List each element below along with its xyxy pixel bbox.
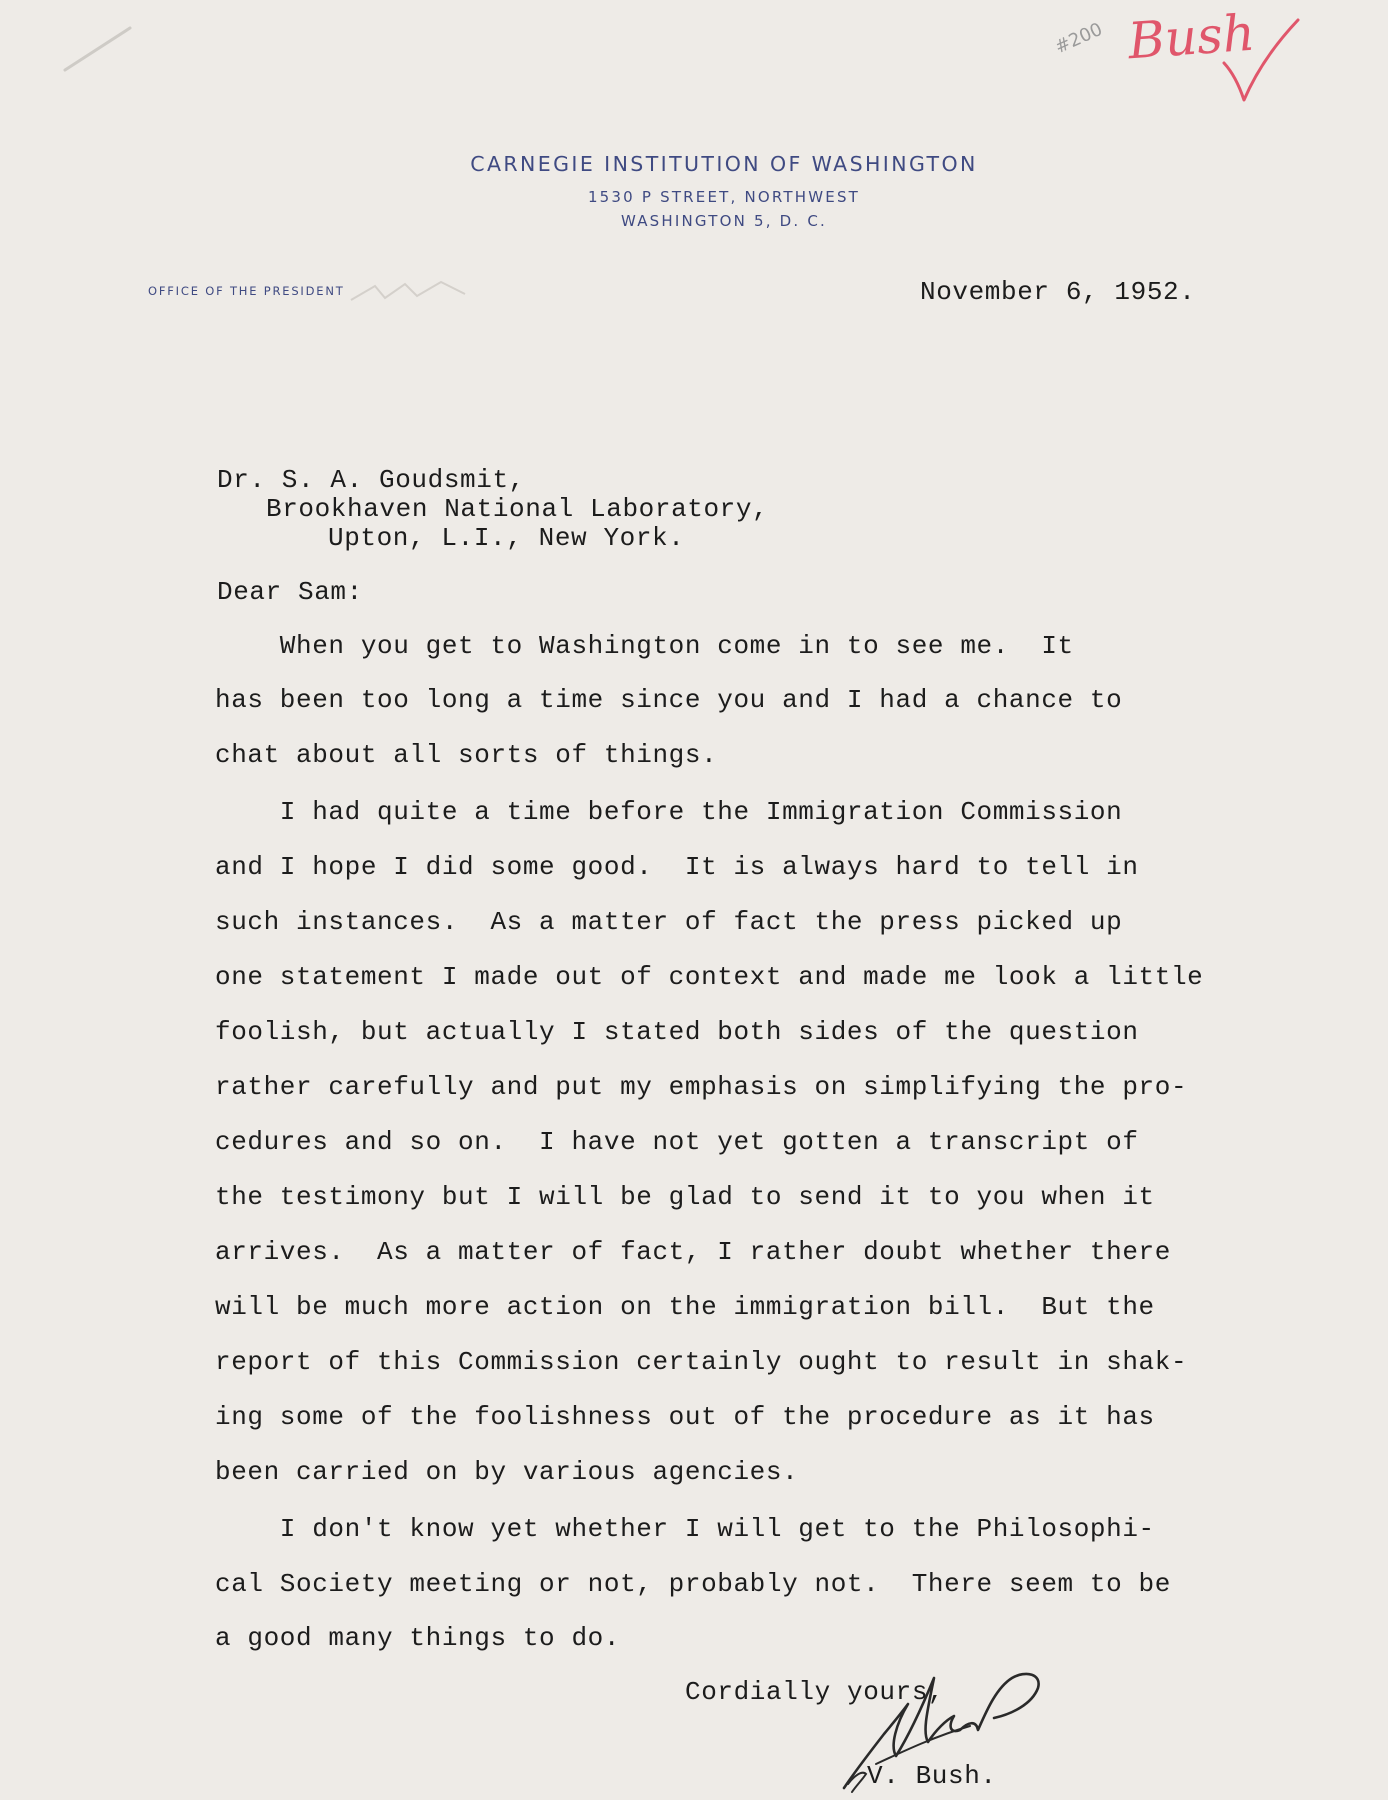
body-line: I had quite a time before the Immigration Commission bbox=[215, 797, 1123, 827]
body-line: will be much more action on the immigration bill. But the bbox=[215, 1292, 1155, 1322]
body-line: one statement I made out of context and made me look a little bbox=[215, 962, 1204, 992]
letterhead-institution: CARNEGIE INSTITUTION OF WASHINGTON bbox=[470, 152, 978, 176]
paper-smudge-mark bbox=[60, 20, 140, 80]
body-line: and I hope I did some good. It is always hard to tell in bbox=[215, 852, 1139, 882]
recipient-name: Dr. S. A. Goudsmit, bbox=[217, 465, 525, 495]
closing: Cordially yours, bbox=[685, 1677, 945, 1707]
body-line: cal Society meeting or not, probably not. There seem to be bbox=[215, 1569, 1171, 1599]
letterhead-street: 1530 P STREET, NORTHWEST bbox=[587, 188, 861, 206]
pencil-annotation: #200 bbox=[1051, 18, 1106, 59]
recipient-location: Upton, L.I., New York. bbox=[328, 523, 685, 553]
body-line: report of this Commission certainly ought to result in shak- bbox=[215, 1347, 1188, 1377]
faint-stamp-mark bbox=[345, 272, 485, 312]
red-checkmark-icon bbox=[1222, 18, 1302, 108]
body-line: cedures and so on. I have not yet gotten a transcript of bbox=[215, 1127, 1139, 1157]
red-annotation: Bush bbox=[1126, 3, 1257, 71]
body-line: the testimony but I will be glad to send it to you when it bbox=[215, 1182, 1155, 1212]
body-line: When you get to Washington come in to see me. It bbox=[215, 631, 1074, 661]
signature-name: V. Bush. bbox=[867, 1761, 997, 1791]
letter-date: November 6, 1952. bbox=[920, 277, 1196, 307]
body-line: chat about all sorts of things. bbox=[215, 740, 718, 770]
body-line: has been too long a time since you and I had a chance to bbox=[215, 685, 1123, 715]
body-line: a good many things to do. bbox=[215, 1623, 621, 1653]
body-line: rather carefully and put my emphasis on simplifying the pro- bbox=[215, 1072, 1188, 1102]
body-line: I don't know yet whether I will get to the Philosophi- bbox=[215, 1514, 1155, 1544]
body-line: ing some of the foolishness out of the procedure as it has bbox=[215, 1402, 1155, 1432]
body-line: been carried on by various agencies. bbox=[215, 1457, 799, 1487]
body-line: arrives. As a matter of fact, I rather doubt whether there bbox=[215, 1237, 1171, 1267]
salutation: Dear Sam: bbox=[217, 577, 363, 607]
body-line: foolish, but actually I stated both sides of the question bbox=[215, 1017, 1139, 1047]
letterhead-office: OFFICE OF THE PRESIDENT bbox=[148, 284, 345, 298]
recipient-organization: Brookhaven National Laboratory, bbox=[266, 494, 769, 524]
body-line: such instances. As a matter of fact the press picked up bbox=[215, 907, 1123, 937]
letterhead-city: WASHINGTON 5, D. C. bbox=[621, 212, 827, 230]
